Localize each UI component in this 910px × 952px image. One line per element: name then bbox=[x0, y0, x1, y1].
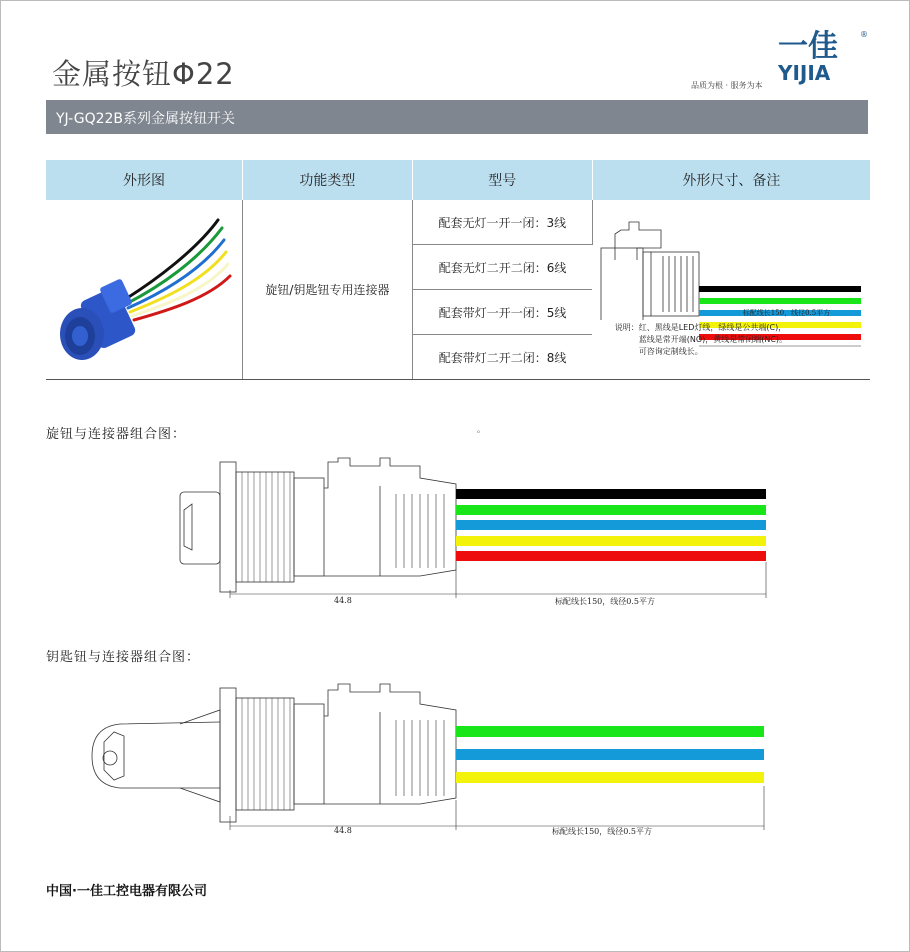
knob-wire-dimension: 标配线长150，线径0.5平方 bbox=[555, 597, 655, 606]
knob-connector-drawing bbox=[170, 450, 780, 610]
dimensions-cell bbox=[592, 200, 870, 380]
wire-yellow bbox=[456, 772, 764, 783]
wire-blue bbox=[456, 520, 766, 530]
wire-green bbox=[456, 726, 764, 737]
wire-yellow bbox=[456, 536, 766, 546]
col-header-appearance: 外形图 bbox=[46, 160, 243, 200]
model-5-wire: 配套带灯一开一闭：5线 bbox=[412, 290, 592, 335]
logo-cn-text: 一佳 bbox=[778, 29, 838, 64]
wire-black bbox=[456, 489, 766, 499]
yijia-logo bbox=[776, 28, 868, 88]
model-3-wire: 配套无灯一开一闭：3线 bbox=[412, 200, 592, 245]
connector-side-drawing bbox=[593, 200, 871, 320]
note-line-3: 可咨询定制线长。 bbox=[638, 347, 703, 356]
logo-en-text: YIJIA bbox=[778, 61, 831, 85]
small-dimension-label: 标配线长150，线径0.5平方 bbox=[742, 309, 831, 317]
logo-registered-mark: ® bbox=[860, 30, 868, 39]
wire-red bbox=[456, 551, 766, 561]
spec-table bbox=[46, 160, 870, 380]
col-header-dimensions: 外形尺寸、备注 bbox=[592, 160, 870, 200]
model-8-wire: 配套带灯二开二闭：8线 bbox=[412, 335, 592, 380]
series-title: YJ-GQ22B系列金属按钮开关 bbox=[56, 111, 236, 127]
key-body-dimension: 44.8 bbox=[334, 826, 352, 835]
table-header-row bbox=[46, 160, 870, 200]
wire-green bbox=[456, 505, 766, 515]
page-title: 金属按钮Φ22 bbox=[52, 57, 235, 91]
model-6-wire: 配套无灯二开二闭：6线 bbox=[412, 245, 592, 290]
connector-photo bbox=[46, 200, 242, 376]
knob-outline bbox=[180, 458, 456, 592]
key-outline bbox=[92, 684, 456, 822]
note-line-2: 蓝线是常开端(NO)，黄线是常闭端(NC)。 bbox=[638, 335, 788, 344]
col-header-model: 型号 bbox=[412, 160, 592, 200]
appearance-cell bbox=[46, 200, 243, 380]
slogan: 品质为根 · 服务为本 bbox=[691, 81, 763, 90]
note-line-1: 说明：红、黑线是LED灯线，绿线是公共端(C)， bbox=[614, 323, 787, 332]
key-connector-drawing bbox=[80, 676, 780, 836]
col-header-function: 功能类型 bbox=[243, 160, 413, 200]
company-name: 中国·一佳工控电器有限公司 bbox=[46, 884, 207, 899]
knob-section-title: 旋钮与连接器组合图： bbox=[46, 427, 187, 442]
wire-note bbox=[615, 322, 787, 358]
function-type-cell: 旋钮/钥匙钮专用连接器 bbox=[243, 200, 413, 380]
dimension-lines bbox=[230, 562, 766, 598]
table-row bbox=[46, 200, 870, 245]
stray-dot: 。 bbox=[477, 425, 485, 434]
series-bar bbox=[46, 100, 868, 134]
key-section-title: 钥匙钮与连接器组合图： bbox=[46, 650, 201, 665]
dimensions-drawing bbox=[593, 200, 870, 376]
dimension-lines bbox=[230, 786, 764, 830]
wire-blue bbox=[456, 749, 764, 760]
key-wire-dimension: 标配线长150，线径0.5平方 bbox=[552, 827, 652, 836]
knob-body-dimension: 44.8 bbox=[334, 596, 352, 605]
connector-body bbox=[60, 278, 137, 360]
